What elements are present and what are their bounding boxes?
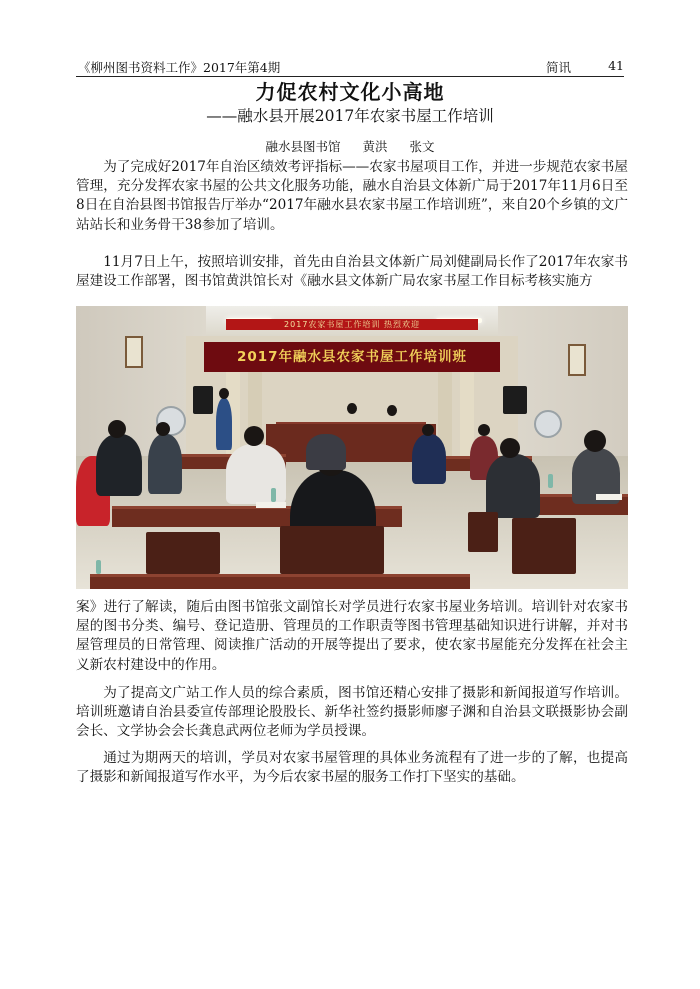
attendee (306, 434, 346, 470)
electric-fan (534, 410, 562, 438)
chair (280, 526, 384, 574)
head (500, 438, 520, 458)
attendee (148, 434, 182, 494)
water-bottle (271, 488, 276, 502)
notebook (256, 502, 286, 508)
byline (0, 137, 700, 155)
section-label: 简讯 (546, 60, 572, 75)
head (584, 430, 606, 452)
led-ticker: 2017农家书屋工作培训 热烈欢迎 (226, 319, 478, 330)
water-bottle (96, 560, 101, 574)
wall-calligraphy (125, 336, 143, 368)
page-header (76, 56, 624, 77)
training-session-photo (76, 306, 628, 589)
page-number: 41 (608, 58, 624, 73)
paragraph: 11月7日上午，按照培训安排，首先由自治县文体新广局刘健副局长作了2017年农家书屋建设工作部署，图书馆黄洪馆长对《融水县文体新广局农家书屋工作目标考核实施方 (76, 254, 628, 290)
head (108, 420, 126, 438)
water-bottle (548, 474, 553, 488)
notebook (596, 494, 622, 500)
paragraph: 为了完成好2017年自治区绩效考评指标——农家书屋项目工作，并进一步规范农家书屋管理，充分发挥农家书屋的公共文化服务功能，融水自治县文体新广局于2017年11月6日至8日在自治县图书馆报告厅举办“2017年融水县农家书屋工作培训班”，来自20个乡镇的文广站站长和业务骨干38参加了培训。 (76, 159, 628, 233)
article-subtitle: ——融水县开展2017年农家书屋工作培训 (206, 107, 494, 125)
attendee (486, 454, 540, 518)
event-banner: 2017年融水县农家书屋工作培训班 (204, 342, 500, 372)
attendee (226, 444, 286, 504)
paragraph: 通过为期两天的培训，学员对农家书屋管理的具体业务流程有了进一步的了解，也提高了摄影和新闻报道写作水平，为今后农家书屋的服务工作打下坚实的基础。 (76, 750, 628, 786)
speaker (193, 386, 213, 414)
presenters-table (266, 424, 436, 462)
journal-issue: 《柳州图书资料工作》2017年第4期 (78, 60, 281, 75)
head (422, 424, 434, 436)
head (156, 422, 170, 436)
classroom-desk (90, 574, 470, 589)
head (219, 388, 229, 399)
camera-operator (216, 398, 232, 450)
attendee (96, 434, 142, 496)
head (244, 426, 264, 446)
attendee (412, 434, 446, 484)
head (478, 424, 490, 436)
chair (512, 518, 576, 574)
presenter (387, 405, 397, 416)
chair (468, 512, 498, 552)
wall-calligraphy (568, 344, 586, 376)
byline-org: 融水县图书馆 (265, 139, 341, 154)
presenter (347, 403, 357, 414)
speaker (503, 386, 527, 414)
byline-author: 张文 (409, 139, 435, 154)
byline-author: 黄洪 (362, 139, 388, 154)
article-title: 力促农村文化小高地 (255, 80, 445, 104)
paragraph: 案》进行了解读，随后由图书馆张文副馆长对学员进行农家书屋业务培训。培训针对农家书屋的图书分类、编号、登记造册、管理员的工作职责等图书管理基础知识进行讲解，并对书屋管理员的日常管理、阅读推广活动的开展等提出了要求，使农家书屋能充分发挥在社会主义新农村建设中的作用。 (76, 599, 628, 673)
chair (146, 532, 220, 574)
paragraph: 为了提高文广站工作人员的综合素质，图书馆还精心安排了摄影和新闻报道写作培训。培训班邀请自治县委宣传部理论股股长、新华社签约摄影师廖子渊和自治县文联摄影协会副会长、文学协会会长龚息武两位老师为学员授课。 (76, 685, 628, 740)
